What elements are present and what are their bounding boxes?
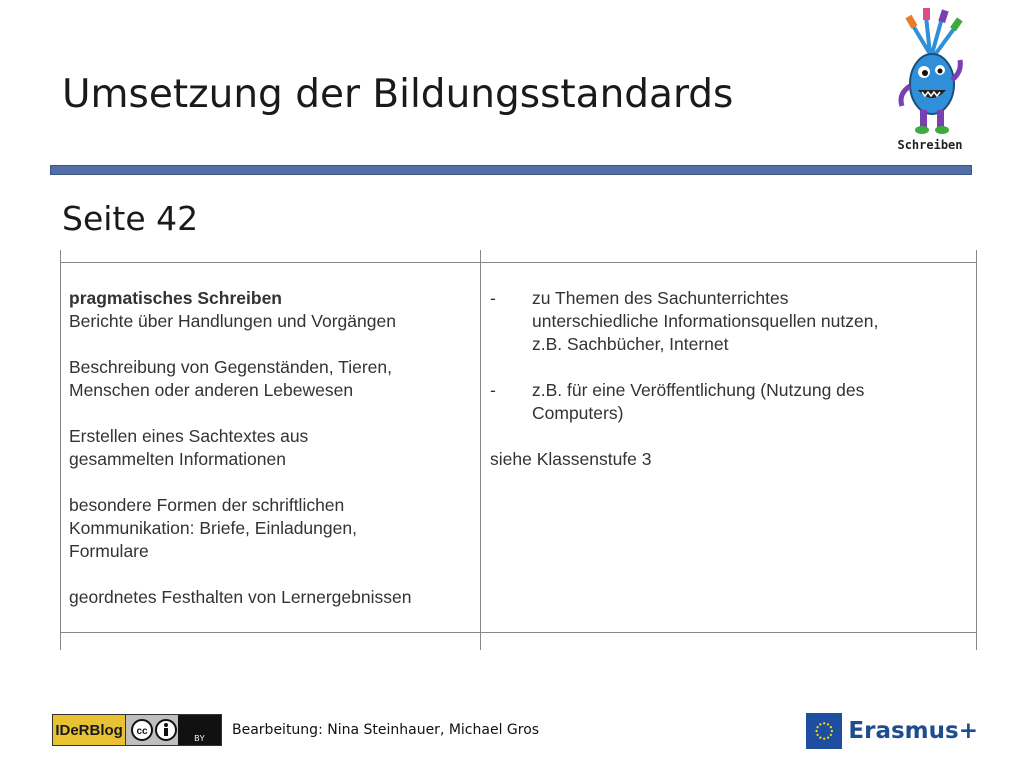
- paragraph-line: Beschreibung von Gegenständen, Tieren,: [69, 357, 392, 377]
- table-right-border: [976, 250, 977, 650]
- standards-table: [60, 250, 977, 650]
- bullet-dash: -: [490, 380, 496, 400]
- title-underline-bar: [50, 165, 972, 175]
- bullet-line: z.B. Sachbücher, Internet: [532, 334, 729, 354]
- table-bottom-rule: [60, 632, 977, 633]
- cc-label: cc: [136, 726, 148, 737]
- bullet-line: zu Themen des Sachunterrichtes: [532, 288, 789, 308]
- bullet-dash: -: [490, 288, 496, 308]
- erasmus-text: Erasmus+: [848, 718, 978, 744]
- creative-commons-badge: [126, 715, 178, 745]
- paragraph-line: Formulare: [69, 541, 149, 561]
- table-cell-right: [490, 287, 970, 471]
- paragraph-line: Menschen oder anderen Lebewesen: [69, 380, 354, 400]
- paragraph-line: Kommunikation: Briefe, Einladungen,: [69, 518, 357, 538]
- table-column-divider: [480, 250, 481, 650]
- cell-heading: pragmatisches Schreiben: [69, 288, 282, 308]
- cc-by-icon: [130, 718, 178, 742]
- footer-credit: Bearbeitung: Nina Steinhauer, Michael Gros: [232, 722, 540, 738]
- slide-title: Umsetzung der Bildungsstandards: [62, 72, 734, 117]
- table-cell-left: [69, 287, 474, 609]
- paragraph-line: besondere Formen der schriftlichen: [69, 495, 345, 515]
- mascot-caption: Schreiben: [897, 138, 963, 152]
- bullet-line: unterschiedliche Informationsquellen nutzen,: [532, 311, 879, 331]
- paragraph-line: Berichte über Handlungen und Vorgängen: [69, 311, 396, 331]
- iderblog-logo: IDeRBlog: [53, 715, 126, 745]
- bullet-line: z.B. für eine Veröffentlichung (Nutzung des: [532, 380, 865, 400]
- table-top-rule: [60, 262, 977, 263]
- erasmus-logo: [806, 712, 978, 750]
- paragraph-line: geordnetes Festhalten von Lernergebnissen: [69, 587, 412, 607]
- by-label: BY: [178, 715, 221, 745]
- paragraph-line: gesammelten Informationen: [69, 449, 286, 469]
- bullet-line: Computers): [532, 403, 624, 423]
- table-left-border: [60, 250, 61, 650]
- bullet-item: [490, 287, 970, 356]
- eu-flag-icon: [806, 713, 842, 749]
- slide-subtitle: Seite 42: [62, 199, 199, 238]
- monster-mascot-icon: [890, 6, 970, 156]
- cell-note: siehe Klassenstufe 3: [490, 449, 652, 469]
- paragraph-line: Erstellen eines Sachtextes aus: [69, 426, 309, 446]
- iderblog-license-logo: [52, 714, 222, 746]
- bullet-item: [490, 379, 970, 425]
